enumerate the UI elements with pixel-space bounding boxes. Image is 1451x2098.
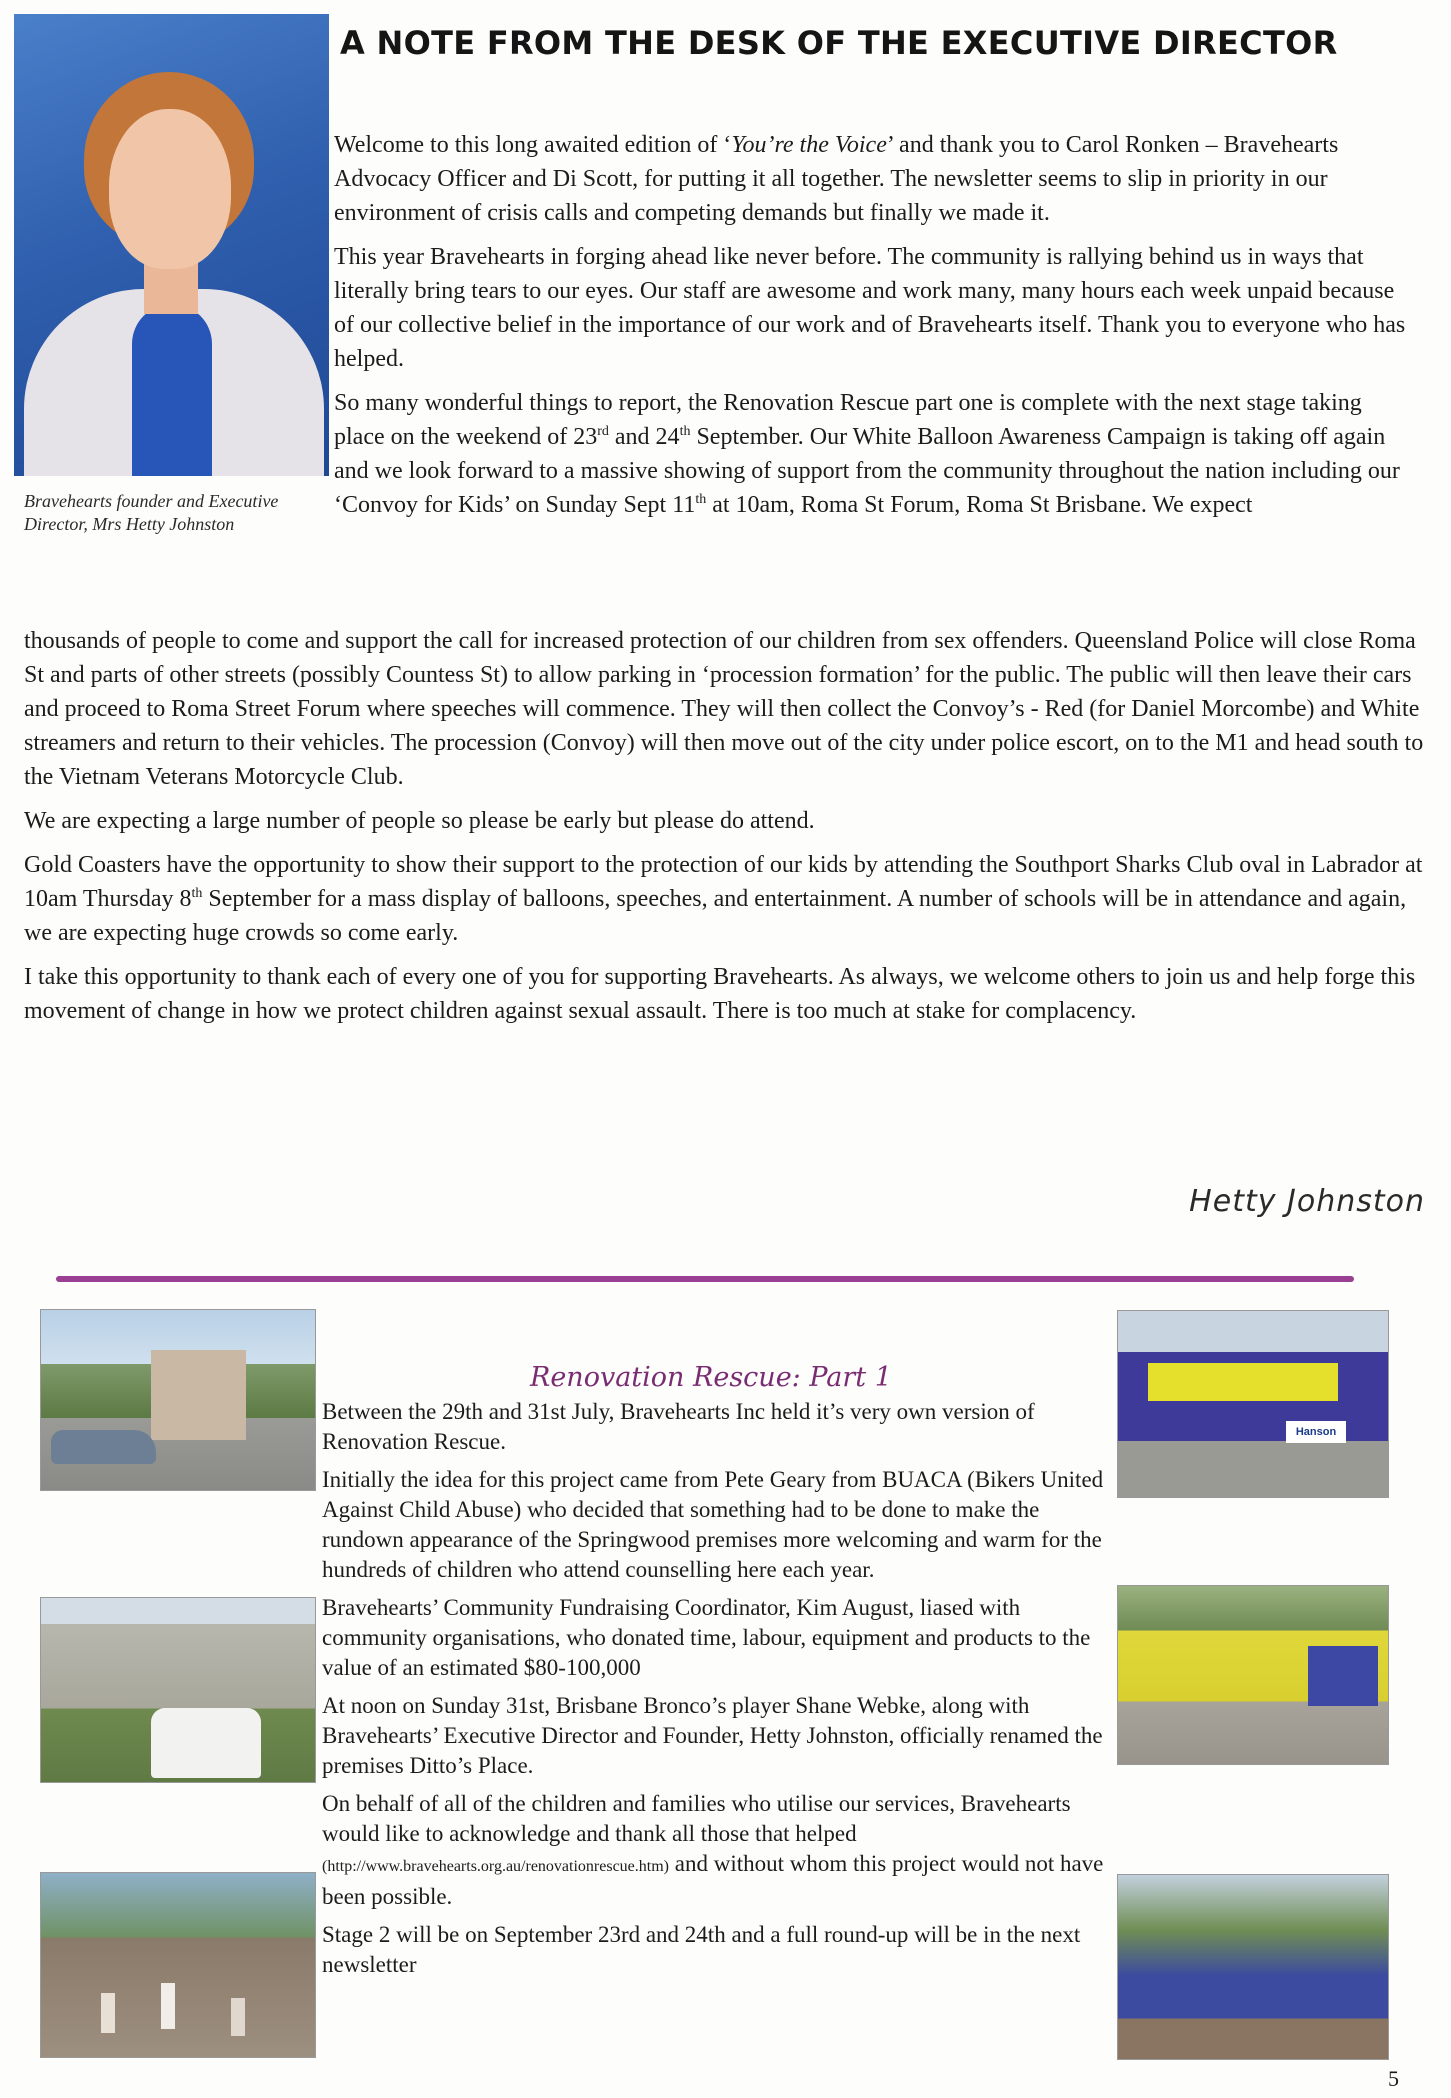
note-paragraph-1: Welcome to this long awaited edition of ‘You’re the Voice’ and thank you to Carol Ronken – Bravehearts Advocacy Officer and Di Scott, for putting it all together. The newsletter seems to slip in priority in our environment of crisis calls and competing demands but finally we made it. bbox=[334, 132, 1339, 226]
photo-house-before-side bbox=[40, 1597, 316, 1783]
renovation-paragraph-4: At noon on Sunday 31st, Brisbane Bronco’s player Shane Webke, along with Bravehearts’ Executive Director and Founder, Hetty Johnston, officially renamed the premises Ditto’s Place. bbox=[322, 1693, 1103, 1778]
section-divider bbox=[56, 1276, 1354, 1282]
note-paragraph-3-lead: So many wonderful things to report, the Renovation Rescue part one is complete with the next stage taking place on the weekend of 23rd and 24th September. Our White Balloon Awareness Campaign is taking off again and we look forward to a massive showing of support from the community throughout the nation including our ‘Convoy for Kids’ on Sunday Sept 11th at 10am, Roma St Forum, Roma St Brisbane. We expect bbox=[334, 390, 1400, 518]
note-paragraph-5: Gold Coasters have the opportunity to show their support to the protection of our kids by attending the Southport Sharks Club oval in Labrador at 10am Thursday 8th September for a mass display of balloons, speeches, and entertainment. A number of schools will be in attendance and again, we are expecting huge crowds so come early. bbox=[24, 852, 1423, 946]
photo-house-after-front bbox=[1117, 1310, 1389, 1498]
note-body-top bbox=[334, 128, 1414, 522]
photo-house-after-side bbox=[1117, 1585, 1389, 1765]
photo-garden-wall bbox=[1117, 1874, 1389, 2060]
director-portrait-photo bbox=[14, 14, 329, 476]
renovation-paragraph-6: Stage 2 will be on September 23rd and 24th and a full round-up will be in the next newsletter bbox=[322, 1922, 1081, 1977]
renovation-paragraph-3: Bravehearts’ Community Fundraising Coordinator, Kim August, liased with community organisations, who donated time, labour, equipment and products to the value of an estimated $80-100,000 bbox=[322, 1595, 1091, 1680]
note-paragraph-6: I take this opportunity to thank each of every one of you for supporting Bravehearts. As always, we welcome others to join us and help forge this movement of change in how we protect children against sexual assault. There is too much at stake for complacency. bbox=[24, 964, 1416, 1024]
page-title: A NOTE FROM THE DESK OF THE EXECUTIVE DIRECTOR bbox=[340, 24, 1338, 62]
sponsor-sign: Hanson bbox=[1286, 1421, 1346, 1443]
note-body-full bbox=[24, 624, 1424, 1038]
page-number: 5 bbox=[1388, 2066, 1399, 2091]
photo-house-before-front bbox=[40, 1309, 316, 1491]
signature: Hetty Johnston bbox=[1189, 1184, 1425, 1219]
renovation-paragraph-2: Initially the idea for this project came from Pete Geary from BUACA (Bikers United Against Child Abuse) who decided that something had to be done to make the rundown appearance of the Springwood premises more welcoming and warm for the hundreds of children who attend counselling here each year. bbox=[322, 1467, 1104, 1582]
renovation-paragraph-5: On behalf of all of the children and families who utilise our services, Bravehearts would like to acknowledge and thank all those that helped (http://www.bravehearts.org.au/renovationrescue.htm) and without whom this project would not have been possible. bbox=[322, 1791, 1104, 1909]
portrait-caption: Bravehearts founder and Executive Director, Mrs Hetty Johnston bbox=[24, 491, 279, 534]
renovation-url[interactable]: (http://www.bravehearts.org.au/renovationrescue.htm) bbox=[322, 1858, 669, 1875]
renovation-title: Renovation Rescue: Part 1 bbox=[530, 1362, 892, 1393]
photo-volunteers-working bbox=[40, 1872, 316, 2058]
note-paragraph-4: We are expecting a large number of people so please be early but please do attend. bbox=[24, 808, 815, 834]
renovation-paragraph-1: Between the 29th and 31st July, Bravehearts Inc held it’s very own version of Renovation Rescue. bbox=[322, 1399, 1035, 1454]
renovation-body bbox=[322, 1397, 1118, 1988]
note-paragraph-2: This year Bravehearts in forging ahead like never before. The community is rallying behind us in ways that literally bring tears to our eyes. Our staff are awesome and work many, many hours each week unpaid because of our collective belief in the importance of our work and of Bravehearts itself. Thank you to everyone who has helped. bbox=[334, 244, 1406, 372]
note-paragraph-3: thousands of people to come and support the call for increased protection of our children from sex offenders. Queensland Police will close Roma St and parts of other streets (possibly Countess St) to allow parking in ‘procession formation’ for the public. The public will then leave their cars and proceed to Roma Street Forum where speeches will commence. They will then collect the Convoy’s - Red (for Daniel Morcombe) and White streamers and return to their vehicles. The procession (Convoy) will then move out of the city under police escort, on to the M1 and head south to the Vietnam Veterans Motorcycle Club. bbox=[24, 628, 1424, 790]
